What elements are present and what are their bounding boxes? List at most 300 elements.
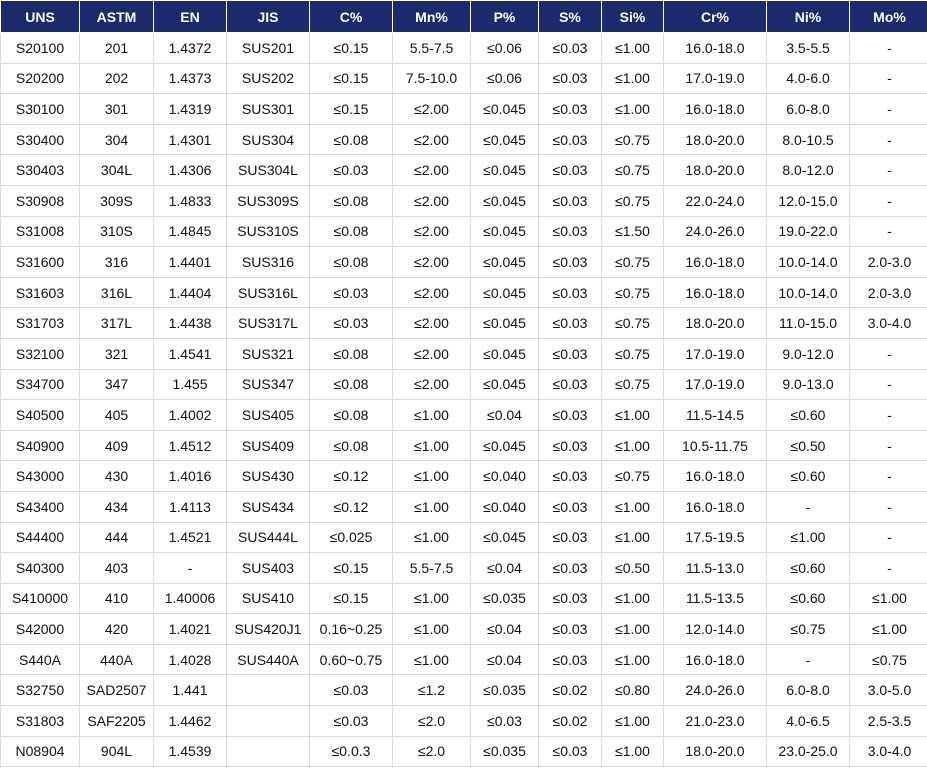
- cell-jis: [227, 675, 310, 706]
- table-row: [1, 277, 927, 308]
- cell-jis: SUS309S: [227, 185, 310, 216]
- cell-en: 1.455: [154, 369, 227, 400]
- cell-chromium: 16.0-18.0: [664, 247, 767, 278]
- cell-en: 1.40006: [154, 583, 227, 614]
- cell-jis: SUS316L: [227, 277, 310, 308]
- cell-carbon: ≤0.08: [310, 216, 393, 247]
- cell-en: 1.4028: [154, 644, 227, 675]
- cell-nickel: 23.0-25.0: [767, 736, 850, 767]
- cell-chromium: 16.0-18.0: [664, 277, 767, 308]
- cell-chromium: 16.0-18.0: [664, 461, 767, 492]
- cell-astm: 444: [80, 522, 154, 553]
- cell-phosphorus: ≤0.045: [471, 155, 539, 186]
- cell-carbon: ≤0.15: [310, 33, 393, 64]
- cell-silicon: ≤0.75: [602, 308, 664, 339]
- cell-carbon: ≤0.15: [310, 583, 393, 614]
- cell-jis: SUS410: [227, 583, 310, 614]
- cell-silicon: ≤1.50: [602, 216, 664, 247]
- cell-molybdenum: -: [850, 430, 927, 461]
- cell-astm: 434: [80, 491, 154, 522]
- cell-phosphorus: ≤0.045: [471, 430, 539, 461]
- cell-carbon: 0.60~0.75: [310, 644, 393, 675]
- table-row: [1, 400, 927, 431]
- cell-carbon: ≤0.08: [310, 430, 393, 461]
- cell-silicon: ≤1.00: [602, 706, 664, 737]
- cell-molybdenum: -: [850, 94, 927, 125]
- cell-chromium: 18.0-20.0: [664, 308, 767, 339]
- cell-chromium: 17.0-19.0: [664, 369, 767, 400]
- cell-carbon: ≤0.025: [310, 522, 393, 553]
- cell-phosphorus: ≤0.035: [471, 583, 539, 614]
- cell-molybdenum: 3.0-5.0: [850, 675, 927, 706]
- cell-molybdenum: -: [850, 63, 927, 94]
- table-row: [1, 675, 927, 706]
- cell-molybdenum: -: [850, 124, 927, 155]
- table-row: [1, 308, 927, 339]
- cell-chromium: 11.5-13.5: [664, 583, 767, 614]
- cell-sulfur: ≤0.03: [539, 614, 602, 645]
- cell-manganese: ≤1.00: [393, 491, 471, 522]
- cell-chromium: 17.5-19.5: [664, 522, 767, 553]
- cell-carbon: ≤0.03: [310, 675, 393, 706]
- cell-silicon: ≤0.50: [602, 553, 664, 584]
- cell-phosphorus: ≤0.06: [471, 63, 539, 94]
- cell-phosphorus: ≤0.04: [471, 400, 539, 431]
- cell-jis: SUS405: [227, 400, 310, 431]
- table-row: [1, 553, 927, 584]
- table-row: [1, 461, 927, 492]
- cell-sulfur: ≤0.03: [539, 338, 602, 369]
- cell-carbon: ≤0.08: [310, 338, 393, 369]
- cell-silicon: ≤0.80: [602, 675, 664, 706]
- cell-phosphorus: ≤0.035: [471, 675, 539, 706]
- cell-carbon: ≤0.03: [310, 308, 393, 339]
- cell-uns: S30100: [1, 94, 80, 125]
- cell-silicon: ≤1.00: [602, 33, 664, 64]
- cell-nickel: ≤0.50: [767, 430, 850, 461]
- cell-manganese: ≤2.0: [393, 706, 471, 737]
- cell-chromium: 16.0-18.0: [664, 33, 767, 64]
- table-row: [1, 736, 927, 767]
- cell-silicon: ≤1.00: [602, 644, 664, 675]
- cell-phosphorus: ≤0.045: [471, 124, 539, 155]
- cell-manganese: ≤2.00: [393, 369, 471, 400]
- cell-phosphorus: ≤0.035: [471, 736, 539, 767]
- cell-sulfur: ≤0.03: [539, 124, 602, 155]
- cell-chromium: 24.0-26.0: [664, 216, 767, 247]
- cell-uns: S42000: [1, 614, 80, 645]
- cell-sulfur: ≤0.03: [539, 522, 602, 553]
- cell-jis: SUS403: [227, 553, 310, 584]
- cell-astm: 201: [80, 33, 154, 64]
- cell-uns: S31600: [1, 247, 80, 278]
- cell-nickel: ≤0.60: [767, 400, 850, 431]
- header-carbon: C%: [310, 1, 393, 33]
- table-row: [1, 614, 927, 645]
- cell-silicon: ≤1.00: [602, 400, 664, 431]
- cell-nickel: ≤0.60: [767, 461, 850, 492]
- cell-carbon: ≤0.0.3: [310, 736, 393, 767]
- cell-jis: SUS347: [227, 369, 310, 400]
- cell-manganese: ≤2.00: [393, 124, 471, 155]
- cell-jis: SUS316: [227, 247, 310, 278]
- cell-nickel: 11.0-15.0: [767, 308, 850, 339]
- cell-astm: 904L: [80, 736, 154, 767]
- cell-chromium: 22.0-24.0: [664, 185, 767, 216]
- cell-sulfur: ≤0.03: [539, 644, 602, 675]
- table-header: [1, 1, 927, 33]
- cell-molybdenum: -: [850, 338, 927, 369]
- cell-nickel: 9.0-13.0: [767, 369, 850, 400]
- cell-molybdenum: ≤0.75: [850, 644, 927, 675]
- cell-manganese: ≤1.2: [393, 675, 471, 706]
- cell-jis: SUS202: [227, 63, 310, 94]
- header-jis: JIS: [227, 1, 310, 33]
- table-row: [1, 491, 927, 522]
- cell-uns: S40500: [1, 400, 80, 431]
- cell-manganese: ≤2.00: [393, 94, 471, 125]
- cell-sulfur: ≤0.03: [539, 185, 602, 216]
- table-row: [1, 583, 927, 614]
- cell-phosphorus: ≤0.03: [471, 706, 539, 737]
- table-row: [1, 124, 927, 155]
- cell-uns: S34700: [1, 369, 80, 400]
- cell-phosphorus: ≤0.045: [471, 369, 539, 400]
- cell-astm: 403: [80, 553, 154, 584]
- cell-molybdenum: -: [850, 185, 927, 216]
- cell-chromium: 17.0-19.0: [664, 63, 767, 94]
- cell-sulfur: ≤0.03: [539, 94, 602, 125]
- header-chromium: Cr%: [664, 1, 767, 33]
- cell-manganese: ≤2.00: [393, 155, 471, 186]
- cell-phosphorus: ≤0.06: [471, 33, 539, 64]
- cell-carbon: ≤0.08: [310, 400, 393, 431]
- cell-carbon: ≤0.12: [310, 461, 393, 492]
- cell-nickel: 8.0-12.0: [767, 155, 850, 186]
- cell-carbon: ≤0.15: [310, 63, 393, 94]
- cell-en: 1.4512: [154, 430, 227, 461]
- cell-molybdenum: ≤1.00: [850, 583, 927, 614]
- cell-phosphorus: ≤0.04: [471, 553, 539, 584]
- cell-manganese: 7.5-10.0: [393, 63, 471, 94]
- table-row: [1, 430, 927, 461]
- cell-en: 1.4845: [154, 216, 227, 247]
- cell-manganese: ≤2.0: [393, 736, 471, 767]
- cell-uns: S43000: [1, 461, 80, 492]
- cell-manganese: ≤1.00: [393, 400, 471, 431]
- cell-en: 1.4372: [154, 33, 227, 64]
- header-manganese: Mn%: [393, 1, 471, 33]
- cell-uns: S43400: [1, 491, 80, 522]
- cell-manganese: ≤2.00: [393, 308, 471, 339]
- cell-jis: SUS420J1: [227, 614, 310, 645]
- cell-sulfur: ≤0.03: [539, 461, 602, 492]
- cell-carbon: ≤0.12: [310, 491, 393, 522]
- cell-nickel: 6.0-8.0: [767, 94, 850, 125]
- table-row: [1, 706, 927, 737]
- cell-astm: 347: [80, 369, 154, 400]
- cell-molybdenum: -: [850, 491, 927, 522]
- cell-phosphorus: ≤0.04: [471, 644, 539, 675]
- cell-carbon: ≤0.08: [310, 247, 393, 278]
- cell-astm: SAD2507: [80, 675, 154, 706]
- cell-chromium: 11.5-14.5: [664, 400, 767, 431]
- cell-phosphorus: ≤0.045: [471, 185, 539, 216]
- cell-astm: 304L: [80, 155, 154, 186]
- cell-manganese: ≤1.00: [393, 583, 471, 614]
- cell-sulfur: ≤0.03: [539, 247, 602, 278]
- cell-molybdenum: -: [850, 461, 927, 492]
- cell-jis: SUS444L: [227, 522, 310, 553]
- cell-uns: S20100: [1, 33, 80, 64]
- cell-uns: S440A: [1, 644, 80, 675]
- table-body: [1, 33, 927, 767]
- cell-manganese: 5.5-7.5: [393, 553, 471, 584]
- cell-en: 1.4113: [154, 491, 227, 522]
- table-row: [1, 185, 927, 216]
- header-nickel: Ni%: [767, 1, 850, 33]
- cell-uns: S44400: [1, 522, 80, 553]
- cell-manganese: 5.5-7.5: [393, 33, 471, 64]
- cell-phosphorus: ≤0.040: [471, 461, 539, 492]
- cell-chromium: 18.0-20.0: [664, 736, 767, 767]
- cell-molybdenum: -: [850, 522, 927, 553]
- table-row: [1, 33, 927, 64]
- cell-uns: S31603: [1, 277, 80, 308]
- cell-sulfur: ≤0.03: [539, 430, 602, 461]
- cell-astm: 304: [80, 124, 154, 155]
- cell-silicon: ≤1.00: [602, 63, 664, 94]
- cell-silicon: ≤0.75: [602, 338, 664, 369]
- cell-uns: S31703: [1, 308, 80, 339]
- cell-manganese: ≤2.00: [393, 277, 471, 308]
- cell-astm: 316L: [80, 277, 154, 308]
- cell-silicon: ≤1.00: [602, 614, 664, 645]
- table-row: [1, 216, 927, 247]
- cell-sulfur: ≤0.03: [539, 308, 602, 339]
- cell-silicon: ≤1.00: [602, 491, 664, 522]
- cell-silicon: ≤1.00: [602, 94, 664, 125]
- cell-astm: 420: [80, 614, 154, 645]
- cell-en: 1.4301: [154, 124, 227, 155]
- cell-astm: 309S: [80, 185, 154, 216]
- cell-phosphorus: ≤0.045: [471, 277, 539, 308]
- cell-en: 1.4438: [154, 308, 227, 339]
- cell-en: 1.4539: [154, 736, 227, 767]
- cell-uns: N08904: [1, 736, 80, 767]
- cell-carbon: ≤0.03: [310, 155, 393, 186]
- cell-jis: SUS409: [227, 430, 310, 461]
- cell-phosphorus: ≤0.04: [471, 614, 539, 645]
- cell-astm: 410: [80, 583, 154, 614]
- cell-chromium: 10.5-11.75: [664, 430, 767, 461]
- cell-nickel: ≤0.60: [767, 553, 850, 584]
- cell-silicon: ≤0.75: [602, 277, 664, 308]
- cell-carbon: ≤0.08: [310, 185, 393, 216]
- cell-chromium: 21.0-23.0: [664, 706, 767, 737]
- cell-carbon: ≤0.15: [310, 94, 393, 125]
- cell-sulfur: ≤0.02: [539, 675, 602, 706]
- cell-manganese: ≤2.00: [393, 247, 471, 278]
- cell-jis: SUS304: [227, 124, 310, 155]
- cell-carbon: ≤0.03: [310, 277, 393, 308]
- cell-astm: 202: [80, 63, 154, 94]
- cell-astm: 316: [80, 247, 154, 278]
- cell-nickel: -: [767, 644, 850, 675]
- cell-molybdenum: -: [850, 553, 927, 584]
- cell-manganese: ≤1.00: [393, 644, 471, 675]
- cell-carbon: 0.16~0.25: [310, 614, 393, 645]
- cell-uns: S32100: [1, 338, 80, 369]
- cell-molybdenum: -: [850, 33, 927, 64]
- cell-molybdenum: -: [850, 400, 927, 431]
- cell-jis: [227, 736, 310, 767]
- cell-en: 1.4016: [154, 461, 227, 492]
- cell-silicon: ≤0.75: [602, 185, 664, 216]
- cell-sulfur: ≤0.03: [539, 216, 602, 247]
- cell-uns: S410000: [1, 583, 80, 614]
- cell-jis: SUS321: [227, 338, 310, 369]
- cell-silicon: ≤0.75: [602, 461, 664, 492]
- cell-en: 1.4373: [154, 63, 227, 94]
- cell-molybdenum: -: [850, 369, 927, 400]
- cell-silicon: ≤1.00: [602, 430, 664, 461]
- table-row: [1, 644, 927, 675]
- cell-uns: S40300: [1, 553, 80, 584]
- cell-phosphorus: ≤0.045: [471, 247, 539, 278]
- cell-sulfur: ≤0.03: [539, 553, 602, 584]
- cell-sulfur: ≤0.03: [539, 33, 602, 64]
- cell-phosphorus: ≤0.045: [471, 308, 539, 339]
- header-sulfur: S%: [539, 1, 602, 33]
- cell-jis: SUS430: [227, 461, 310, 492]
- cell-en: 1.4521: [154, 522, 227, 553]
- cell-nickel: ≤1.00: [767, 522, 850, 553]
- cell-en: 1.4462: [154, 706, 227, 737]
- header-astm: ASTM: [80, 1, 154, 33]
- cell-jis: SUS317L: [227, 308, 310, 339]
- cell-manganese: ≤2.00: [393, 185, 471, 216]
- cell-molybdenum: 2.5-3.5: [850, 706, 927, 737]
- cell-molybdenum: -: [850, 155, 927, 186]
- cell-jis: SUS301: [227, 94, 310, 125]
- cell-sulfur: ≤0.03: [539, 491, 602, 522]
- cell-astm: 301: [80, 94, 154, 125]
- cell-manganese: ≤1.00: [393, 430, 471, 461]
- table-row: [1, 369, 927, 400]
- cell-uns: S30403: [1, 155, 80, 186]
- table-row: [1, 94, 927, 125]
- cell-jis: [227, 706, 310, 737]
- cell-sulfur: ≤0.03: [539, 736, 602, 767]
- cell-nickel: 12.0-15.0: [767, 185, 850, 216]
- cell-carbon: ≤0.08: [310, 369, 393, 400]
- cell-jis: SUS434: [227, 491, 310, 522]
- table-row: [1, 155, 927, 186]
- cell-astm: SAF2205: [80, 706, 154, 737]
- cell-uns: S31008: [1, 216, 80, 247]
- cell-silicon: ≤1.00: [602, 583, 664, 614]
- cell-nickel: 4.0-6.5: [767, 706, 850, 737]
- cell-manganese: ≤2.00: [393, 216, 471, 247]
- cell-en: 1.4404: [154, 277, 227, 308]
- cell-nickel: 10.0-14.0: [767, 247, 850, 278]
- cell-sulfur: ≤0.03: [539, 63, 602, 94]
- cell-chromium: 11.5-13.0: [664, 553, 767, 584]
- cell-nickel: 6.0-8.0: [767, 675, 850, 706]
- table-row: [1, 522, 927, 553]
- cell-nickel: 3.5-5.5: [767, 33, 850, 64]
- cell-nickel: -: [767, 491, 850, 522]
- cell-sulfur: ≤0.03: [539, 583, 602, 614]
- cell-en: 1.4541: [154, 338, 227, 369]
- cell-chromium: 16.0-18.0: [664, 94, 767, 125]
- cell-en: 1.4306: [154, 155, 227, 186]
- cell-nickel: 8.0-10.5: [767, 124, 850, 155]
- cell-astm: 405: [80, 400, 154, 431]
- header-silicon: Si%: [602, 1, 664, 33]
- cell-molybdenum: ≤1.00: [850, 614, 927, 645]
- cell-molybdenum: 2.0-3.0: [850, 277, 927, 308]
- cell-molybdenum: 3.0-4.0: [850, 308, 927, 339]
- cell-silicon: ≤0.75: [602, 155, 664, 186]
- cell-manganese: ≤1.00: [393, 522, 471, 553]
- cell-chromium: 17.0-19.0: [664, 338, 767, 369]
- cell-manganese: ≤1.00: [393, 461, 471, 492]
- header-en: EN: [154, 1, 227, 33]
- cell-en: 1.4833: [154, 185, 227, 216]
- cell-astm: 440A: [80, 644, 154, 675]
- cell-phosphorus: ≤0.040: [471, 491, 539, 522]
- cell-jis: SUS440A: [227, 644, 310, 675]
- cell-nickel: 19.0-22.0: [767, 216, 850, 247]
- cell-astm: 430: [80, 461, 154, 492]
- cell-carbon: ≤0.08: [310, 124, 393, 155]
- cell-carbon: ≤0.03: [310, 706, 393, 737]
- cell-phosphorus: ≤0.045: [471, 522, 539, 553]
- cell-uns: S40900: [1, 430, 80, 461]
- header-molybdenum: Mo%: [850, 1, 927, 33]
- header-row: [1, 1, 927, 33]
- table-row: [1, 63, 927, 94]
- cell-chromium: 24.0-26.0: [664, 675, 767, 706]
- cell-astm: 409: [80, 430, 154, 461]
- cell-silicon: ≤1.00: [602, 736, 664, 767]
- cell-en: 1.4319: [154, 94, 227, 125]
- cell-molybdenum: 2.0-3.0: [850, 247, 927, 278]
- cell-uns: S32750: [1, 675, 80, 706]
- cell-astm: 310S: [80, 216, 154, 247]
- cell-chromium: 18.0-20.0: [664, 124, 767, 155]
- cell-silicon: ≤0.75: [602, 369, 664, 400]
- cell-sulfur: ≤0.03: [539, 369, 602, 400]
- cell-astm: 317L: [80, 308, 154, 339]
- cell-molybdenum: 3.0-4.0: [850, 736, 927, 767]
- cell-en: 1.4021: [154, 614, 227, 645]
- cell-chromium: 16.0-18.0: [664, 644, 767, 675]
- cell-sulfur: ≤0.03: [539, 277, 602, 308]
- cell-sulfur: ≤0.02: [539, 706, 602, 737]
- cell-uns: S30908: [1, 185, 80, 216]
- cell-jis: SUS304L: [227, 155, 310, 186]
- header-phosphorus: P%: [471, 1, 539, 33]
- cell-manganese: ≤1.00: [393, 614, 471, 645]
- header-uns: UNS: [1, 1, 80, 33]
- cell-chromium: 16.0-18.0: [664, 491, 767, 522]
- cell-phosphorus: ≤0.045: [471, 216, 539, 247]
- cell-jis: SUS310S: [227, 216, 310, 247]
- cell-en: 1.4401: [154, 247, 227, 278]
